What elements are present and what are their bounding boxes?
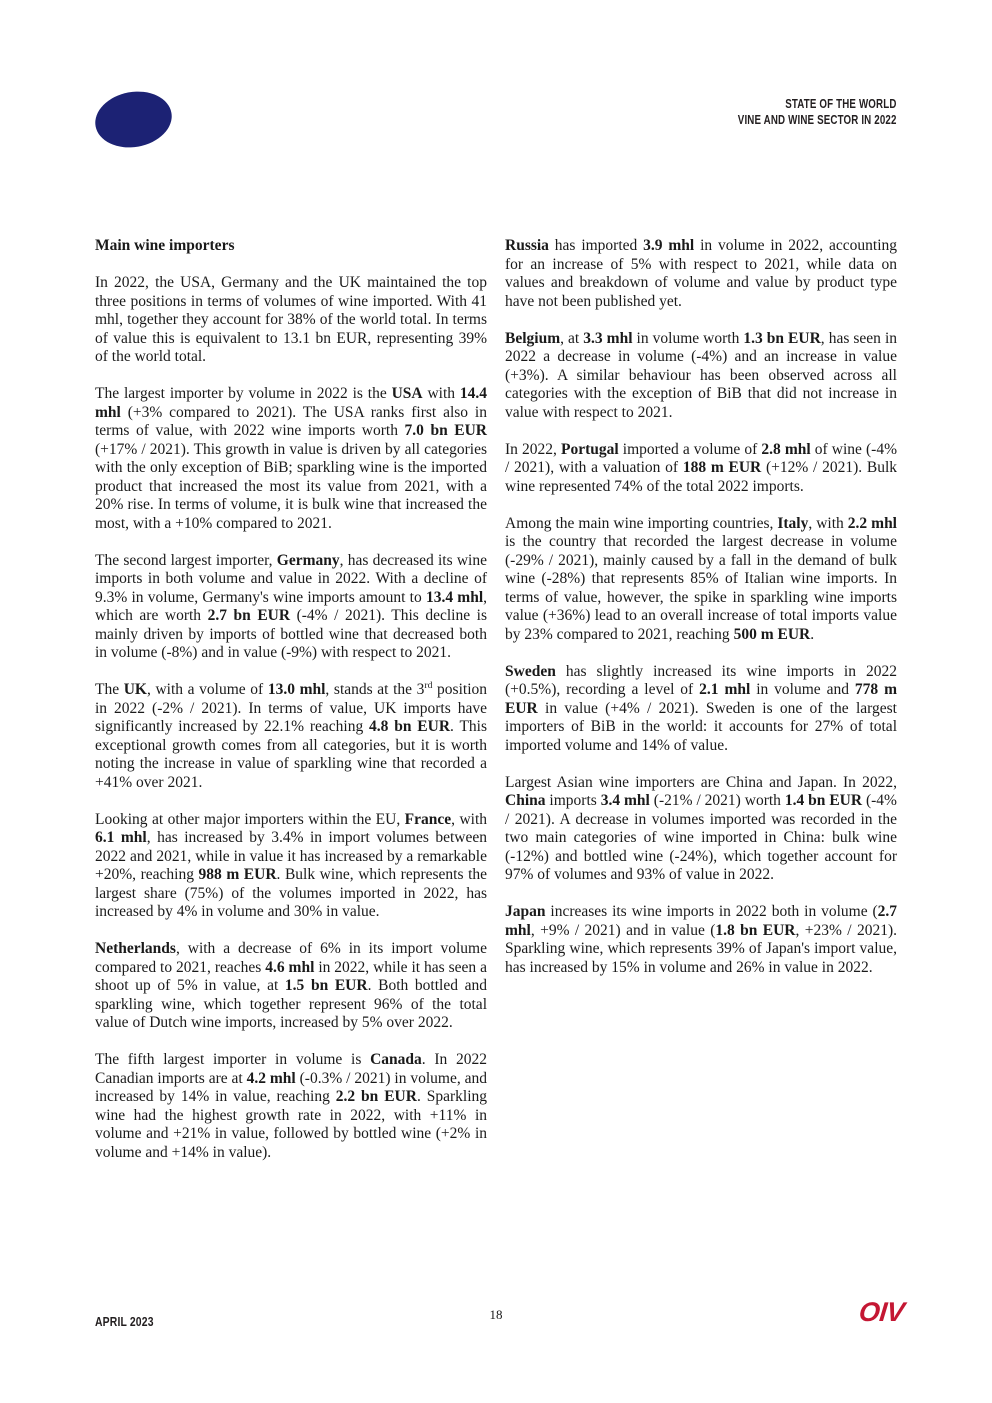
paragraph-canada: The fifth largest importer in volume is Canada. In 2022 Canadian imports are at 4.2 mhl (-0.3% / 2021) in volume, and increased by 14% in value, reaching 2.2 bn EUR. Sparkling wine had the highest growth rate in 2022, with +11% in volume and +21% in value, followed by bottled wine (+2% in volume and +14% in value). (95, 1051, 488, 1161)
footer-date: APRIL 2023 (95, 1314, 154, 1329)
paragraph-netherlands: Netherlands, with a decrease of 6% in its import volume compared to 2021, reaches 4.6 mhl in 2022, while it has seen a shoot up of 5% in value, at 1.5 bn EUR. Both bottled and sparkling wine, which together represent 96% of the total value of Dutch wine imports, increased by 5% over 2022. (95, 940, 487, 1031)
header-line-1: STATE OF THE WORLD (785, 97, 897, 111)
section-heading: Main wine importers (95, 237, 235, 254)
paragraph-china-asia: Largest Asian wine importers are China and Japan. In 2022, China imports 3.4 mhl (-21% / 2021) worth 1.4 bn EUR (-4% / 2021). A decrease in volumes imported was recorded in the two main categories of wine imported in China: bulk wine (-12%) and bottled wine (-24%), which together account for 97% of volumes and 93% of value in 2022. (505, 773, 897, 883)
paragraph-portugal: In 2022, Portugal imported a volume of 2.8 mhl of wine (-4% / 2021), with a valuation of 188 m EUR (+12% / 2021). Bulk wine represented 74% of the total 2022 imports. (505, 440, 898, 495)
paragraph-japan: Japan increases its wine imports in 2022 both in volume (2.7 mhl, +9% / 2021) and in value (1.8 bn EUR, +23% / 2021). Sparkling wine, which represents 39% of Japan's import value, has increased by 15% in volume and 26% in value in 2022. (505, 903, 898, 976)
paragraph-germany: The second largest importer, Germany, has decreased its wine imports in both volume and value in 2022. With a decline of 9.3% in volume, Germany's wine imports amount to 13.4 mhl, which are worth 2.7 bn EUR (-4% / 2021). This decline is mainly driven by imports of bottled wine that decreased both in volume (-8%) and in value (-9%) with respect to 2021. (95, 551, 488, 661)
right-column (505, 237, 897, 1181)
page-header (738, 97, 897, 128)
header-line-2: VINE AND WINE SECTOR IN 2022 (738, 112, 897, 127)
page-number: 18 (489, 1307, 503, 1322)
paragraph-intro: In 2022, the USA, Germany and the UK maintained the top three positions in terms of volumes of wine imported. With 41 mhl, together they account for 38% of the world total. In terms of value this is equivalent to 13.1 bn EUR, representing 39% of the world total. (95, 274, 487, 365)
paragraph-sweden: Sweden has slightly increased its wine imports in 2022 (+0.5%), recording a level of 2.1 mhl in volume and 778 m EUR in value (+4% / 2021). Sweden is one of the largest importers of BiB in the world: it accounts for 27% of total imported volume and 14% of value. (505, 662, 897, 754)
paragraph-uk: The UK, with a volume of 13.0 mhl, stands at the 3rd position in 2022 (-2% / 2021). In terms of value, UK imports have significantly increased by 22.1% reaching 4.8 bn EUR. This exceptional growth comes from all categories, but it is worth noting the increase in value of sparkling wine that recorded a +41% over 2021. (95, 679, 488, 791)
paragraph-usa: The largest importer by volume in 2022 is the USA with 14.4 mhl (+3% compared to 2021). The USA ranks first also in terms of value, with 2022 wine imports worth 7.0 bn EUR (+17% / 2021). This growth in value is driven by all categories with the only exception of BiB; sparkling wine is the imported product that increased the most its value from 2021, with a 20% rise. In terms of volume, it is bulk wine that increased the most, with a +10% compared to 2021. (95, 385, 488, 532)
content-columns (95, 237, 897, 1181)
oiv-ellipse-logo (91, 86, 176, 154)
paragraph-belgium: Belgium, at 3.3 mhl in volume worth 1.3 bn EUR, has seen in 2022 a decrease in volume (-4%) and an increase in value (+3%). A similar behaviour has been observed across all categories with the exception of BiB that did not increase in value with respect to 2021. (505, 329, 898, 421)
oiv-wordmark-logo: OIV (857, 1297, 906, 1327)
paragraph-france: Looking at other major importers within the EU, France, with 6.1 mhl, has increased by 3.4% in import volumes between 2022 and 2021, while in value it has increased by a remarkable +20%, reaching 988 m EUR. Bulk wine, which represents the largest share (75%) of the volumes imported in 2022, has increased by 4% in volume and 30% in value. (95, 810, 488, 920)
paragraph-russia: Russia has imported 3.9 mhl in volume in 2022, accounting for an increase of 5% with respect to 2021, while data on values and breakdown of volume and value by product type have not been published yet. (505, 237, 897, 310)
paragraph-italy: Among the main wine importing countries, Italy, with 2.2 mhl is the country that recorded the largest decrease in volume (-29% / 2021), mainly caused by a fall in the demand of bulk wine (-28%) that represents 85% of Italian wine imports. In terms of value, however, the spike in sparkling wine imports value (+36%) lead to an overall increase of total imports value by 23% compared to 2021, reaching 500 m EUR. (505, 514, 897, 643)
left-column (95, 237, 487, 1181)
